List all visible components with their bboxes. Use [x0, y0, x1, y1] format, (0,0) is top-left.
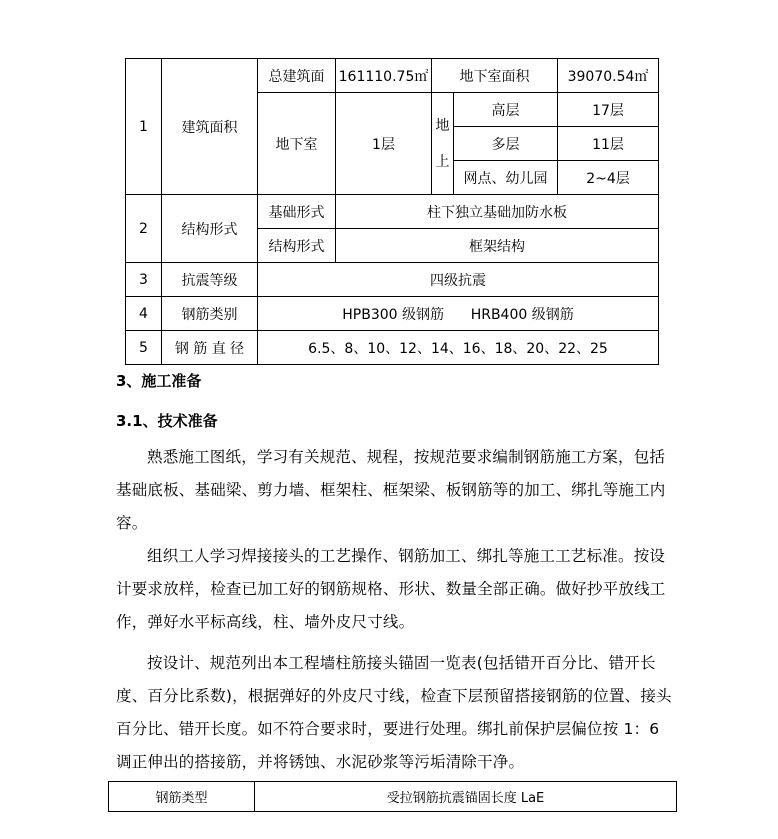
high-rise-label: 高层 [454, 93, 558, 127]
row-category: 钢筋类别 [162, 297, 258, 331]
foundation-label: 基础形式 [258, 195, 336, 229]
total-area-label: 总建筑面 [258, 59, 336, 93]
shop-kindergarten-label: 网点、幼儿园 [454, 161, 558, 195]
basement-area-value: 39070.54㎡ [558, 59, 659, 93]
row-category: 钢 筋 直 径 [162, 331, 258, 365]
paragraph-3: 按设计、规范列出本工程墙柱筋接头锚固一览表(包括错开百分比、错开长度、百分比系数)，根据弹好的外皮尺寸线，检查下层预留搭接钢筋的位置、接头百分比、错开长度。如不符合要求时，要进行处理。绑扎前保护层偏位按 1：6 调正伸出的搭接筋，并将锈蚀、水泥砂浆等污垢清除干净。 [116, 654, 672, 771]
rebar-diameter-value: 6.5、8、10、12、14、16、18、20、22、25 [258, 331, 659, 365]
row-number: 2 [126, 195, 162, 263]
above-ground-label [432, 93, 454, 195]
row-category: 建筑面积 [162, 59, 258, 195]
anchorage-length-header: 受拉钢筋抗震锚固长度 LaE [255, 782, 677, 812]
seismic-grade-value: 四级抗震 [258, 263, 659, 297]
row-category: 结构形式 [162, 195, 258, 263]
row-number: 4 [126, 297, 162, 331]
paragraph-1: 熟悉施工图纸，学习有关规范、规程，按规范要求编制钢筋施工方案，包括基础底板、基础梁、剪力墙、框架柱、框架梁、板钢筋等的加工、绑扎等施工内容。 [116, 448, 666, 532]
basement-area-label: 地下室面积 [432, 59, 558, 93]
structure-label: 结构形式 [258, 229, 336, 263]
basement-label: 地下室 [258, 93, 336, 195]
multi-storey-label: 多层 [454, 127, 558, 161]
row-category: 抗震等级 [162, 263, 258, 297]
section-heading-3-1: 3.1、技术准备 [116, 412, 218, 430]
above-ground-char-2: 上 [435, 153, 450, 170]
rebar-type-header: 钢筋类型 [109, 782, 255, 812]
section-heading-3: 3、施工准备 [116, 372, 202, 390]
project-info-table [125, 58, 659, 365]
row-number: 5 [126, 331, 162, 365]
rebar-type-value: HPB300 级钢筋 HRB400 级钢筋 [258, 297, 659, 331]
shop-kindergarten-value: 2~4层 [558, 161, 659, 195]
above-ground-char-1: 地 [435, 117, 450, 134]
high-rise-value: 17层 [558, 93, 659, 127]
anchorage-length-table [108, 781, 677, 812]
structure-value: 框架结构 [336, 229, 659, 263]
row-number: 1 [126, 59, 162, 195]
basement-value: 1层 [336, 93, 432, 195]
total-area-value: 161110.75㎡ [336, 59, 432, 93]
row-number: 3 [126, 263, 162, 297]
foundation-value: 柱下独立基础加防水板 [336, 195, 659, 229]
paragraph-2: 组织工人学习焊接接头的工艺操作、钢筋加工、绑扎等施工工艺标准。按设计要求放样，检查已加工好的钢筋规格、形状、数量全部正确。做好抄平放线工作，弹好水平标高线，柱、墙外皮尺寸线。 [116, 547, 666, 631]
multi-storey-value: 11层 [558, 127, 659, 161]
